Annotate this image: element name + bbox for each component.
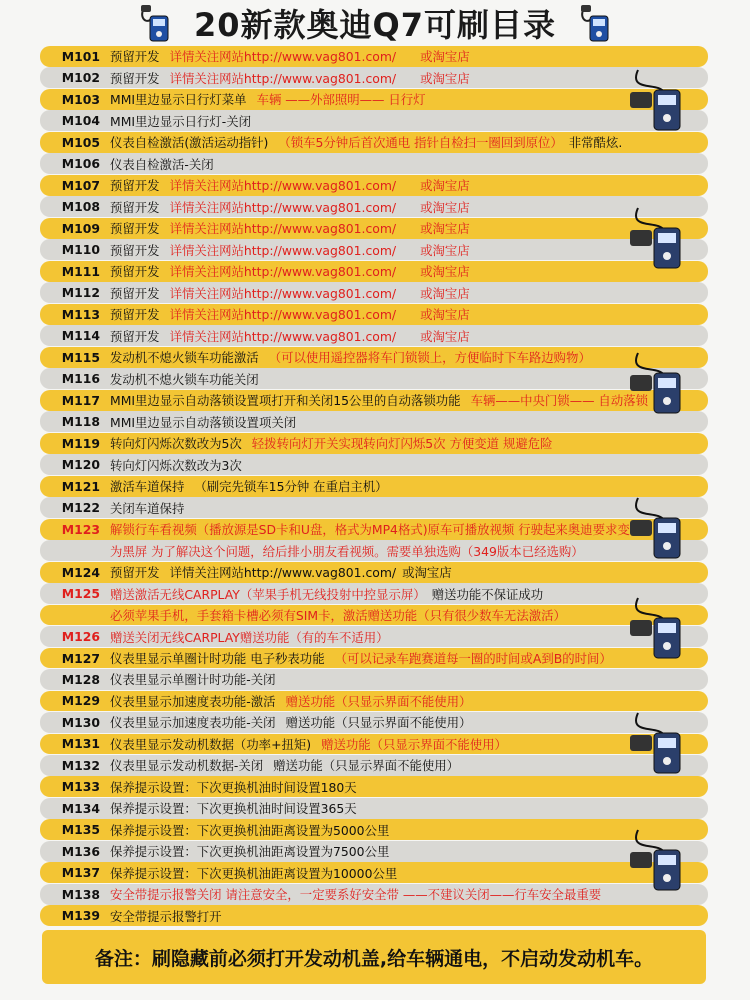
obd-scanner-icon <box>628 590 682 670</box>
item-description: 预留开发 <box>110 70 160 86</box>
item-tail: 或淘宝店 <box>420 221 470 237</box>
item-code: M113 <box>61 306 100 322</box>
item-code: M116 <box>61 371 100 387</box>
header <box>0 0 750 46</box>
item-note: 轻拨转向灯开关实现转向灯闪烁5次 方便变道 规避危险 <box>251 436 553 452</box>
obd-scanner-icon <box>140 4 170 42</box>
item-code: M120 <box>61 457 100 473</box>
item-description: 转向灯闪烁次数改为5次 <box>110 436 242 452</box>
item-tail: 或淘宝店 <box>420 49 470 65</box>
item-description: 仪表里显示加速度表功能-激活 <box>110 693 276 709</box>
feature-list <box>40 46 708 927</box>
item-code: M133 <box>61 779 100 795</box>
item-code: M137 <box>61 865 100 881</box>
item-note: 详情关注网站http://www.vag801.com/ <box>169 307 397 323</box>
item-description: 安全带提示报警关闭 请注意安全，一定要系好安全带 ——不建议关闭——行车安全最重要 <box>110 887 602 903</box>
list-item <box>40 862 708 883</box>
list-item <box>40 132 708 153</box>
list-item <box>40 454 708 475</box>
item-code: M119 <box>61 435 100 451</box>
list-item <box>40 347 708 368</box>
list-item <box>40 669 708 690</box>
item-description: 保养提示设置：下次更换机油距离设置为7500公里 <box>110 844 390 860</box>
item-description: 预留开发 <box>110 49 160 65</box>
item-description: 保养提示设置：下次更换机油距离设置为10000公里 <box>110 865 398 881</box>
item-code: M102 <box>61 70 100 86</box>
obd-scanner-icon <box>628 705 682 785</box>
obd-scanner-icon <box>628 200 682 280</box>
item-tail: 或淘宝店 <box>402 565 452 581</box>
item-note: 车辆——中央门锁—— 自动落锁 <box>470 393 648 409</box>
item-tail: 或淘宝店 <box>420 178 470 194</box>
list-item <box>40 304 708 325</box>
item-tail: 赠送功能不保证成功 <box>431 586 544 602</box>
list-item <box>40 519 708 540</box>
item-code: M105 <box>61 134 100 150</box>
item-code: M108 <box>61 199 100 215</box>
list-item <box>40 776 708 797</box>
item-description: 保养提示设置：下次更换机油时间设置365天 <box>110 801 357 817</box>
list-item <box>40 433 708 454</box>
item-note: 详情关注网站http://www.vag801.com/ <box>169 221 397 237</box>
item-code: M130 <box>61 714 100 730</box>
item-note: 详情关注网站http://www.vag801.com/ <box>169 328 397 344</box>
item-code: M134 <box>61 800 100 816</box>
item-description: 预留开发 <box>110 565 160 581</box>
item-tail: 或淘宝店 <box>420 307 470 323</box>
list-item <box>40 153 708 174</box>
item-description: 预留开发 <box>110 285 160 301</box>
item-code: M123 <box>61 521 100 537</box>
obd-scanner-icon <box>580 4 610 42</box>
item-description: 安全带提示报警打开 <box>110 908 222 924</box>
item-description: 激活车道保持 <box>110 479 185 495</box>
list-item <box>40 89 708 110</box>
item-description: MMI里边显示自动落锁设置项打开和关闭15公里的自动落锁功能 <box>110 393 461 409</box>
obd-scanner-icon <box>628 490 682 570</box>
item-note: 详情关注网站http://www.vag801.com/ <box>169 70 397 86</box>
item-tail: 或淘宝店 <box>420 70 470 86</box>
item-description: 仪表里显示发动机数据-关闭 <box>110 758 264 774</box>
item-description: 仪表自检激活-关闭 <box>110 156 214 172</box>
item-code: M132 <box>61 757 100 773</box>
item-description: 仪表里显示单圈计时功能 电子秒表功能 <box>110 651 325 666</box>
item-code: M106 <box>61 156 100 172</box>
item-description: 预留开发 <box>110 178 160 194</box>
item-description: 赠送关闭无线CARPLAY赠送功能（有的车不适用） <box>110 629 389 645</box>
item-description: 预留开发 <box>110 221 160 237</box>
item-description: 仪表里显示发动机数据（功率+扭矩) <box>110 736 312 752</box>
item-code: M138 <box>61 886 100 902</box>
item-note: 车辆 ——外部照明—— 日行灯 <box>256 92 426 108</box>
item-description: MMI里边显示日行灯菜单 <box>110 92 247 108</box>
item-code: M129 <box>61 693 100 709</box>
item-note: （锁车5分钟后首次通电 指针自检扫一圈回到原位） <box>278 135 563 151</box>
item-note: 赠送功能（只显示界面不能使用） <box>285 715 472 731</box>
list-item <box>40 196 708 217</box>
list-item <box>40 562 708 583</box>
remark-label: 备注： <box>94 947 152 970</box>
list-item <box>40 390 708 411</box>
list-item <box>40 476 708 497</box>
item-description: 必须苹果手机，手套箱卡槽必须有SIM卡，激活赠送功能（只有很少数车无法激活） <box>110 608 566 624</box>
list-item <box>40 218 708 239</box>
list-item <box>40 605 708 626</box>
item-code: M114 <box>61 328 100 344</box>
item-description: 预留开发 <box>110 307 160 323</box>
item-code: M115 <box>61 349 100 365</box>
list-item <box>40 626 708 647</box>
list-item <box>40 819 708 840</box>
item-tail: 非常酷炫. <box>568 135 623 151</box>
item-code: M136 <box>61 843 100 859</box>
list-item <box>40 411 708 432</box>
item-code: M139 <box>61 908 100 924</box>
item-description: 发动机不熄火锁车功能关闭 <box>110 371 259 387</box>
item-tail: 或淘宝店 <box>420 285 470 301</box>
item-code: M101 <box>61 48 100 64</box>
item-tail: 或淘宝店 <box>420 264 470 280</box>
item-note: 赠送功能（只显示界面不能使用） <box>273 758 460 774</box>
list-item <box>40 884 708 905</box>
item-code: M131 <box>61 736 100 752</box>
item-code: M122 <box>61 500 100 516</box>
item-description: 关闭车道保持 <box>110 500 185 516</box>
item-note: （可以记录车跑赛道每一圈的时间或A到B的时间） <box>334 651 612 666</box>
item-code: M117 <box>61 392 100 408</box>
list-item <box>40 239 708 260</box>
item-note: 详情关注网站http://www.vag801.com/ <box>169 199 397 215</box>
list-item <box>40 755 708 776</box>
item-code: M124 <box>61 564 100 580</box>
list-item <box>40 67 708 88</box>
list-item <box>40 905 708 926</box>
item-description: 为黑屏 为了解决这个问题，给后排小朋友看视频。需要单独选购（349版本已经选购） <box>110 543 584 559</box>
item-note: 详情关注网站http://www.vag801.com/ <box>169 49 397 65</box>
list-item <box>40 734 708 755</box>
item-note: 详情关注网站http://www.vag801.com/ <box>169 285 397 301</box>
list-item <box>40 368 708 389</box>
list-item <box>40 282 708 303</box>
item-code: M118 <box>61 414 100 430</box>
item-description: 赠送激活无线CARPLAY（苹果手机无线投射中控显示屏） <box>110 586 426 602</box>
item-code: M125 <box>61 586 100 602</box>
list-item <box>40 691 708 712</box>
item-description: 预留开发 <box>110 199 160 215</box>
item-description: 发动机不熄火锁车功能激活 <box>110 350 259 366</box>
item-description: 转向灯闪烁次数改为3次 <box>110 457 242 473</box>
list-item <box>40 712 708 733</box>
page-title: 20新款奥迪Q7可刷目录 <box>193 6 556 44</box>
list-item <box>40 261 708 282</box>
item-note: （可以使用遥控器将车门锁锁上，方便临时下车路边购物） <box>268 350 591 366</box>
item-note: 详情关注网站http://www.vag801.com/ <box>169 264 397 280</box>
item-description: 预留开发 <box>110 328 160 344</box>
list-item <box>40 841 708 862</box>
list-item <box>40 110 708 131</box>
item-description: 预留开发 <box>110 242 160 258</box>
item-code: M127 <box>61 650 100 666</box>
item-description: 保养提示设置：下次更换机油距离设置为5000公里 <box>110 822 390 838</box>
list-item <box>40 325 708 346</box>
item-tail: 或淘宝店 <box>420 199 470 215</box>
item-description: 仪表里显示单圈计时功能-关闭 <box>110 672 276 688</box>
item-note: 赠送功能（只显示界面不能使用） <box>285 693 472 709</box>
item-code: M103 <box>61 91 100 107</box>
item-code: M112 <box>61 285 100 301</box>
item-description: 仪表里显示加速度表功能-关闭 <box>110 715 276 731</box>
item-code: M128 <box>61 671 100 687</box>
item-tail: 或淘宝店 <box>420 242 470 258</box>
item-code: M110 <box>61 242 100 258</box>
item-code: M104 <box>61 113 100 129</box>
item-tail: 或淘宝店 <box>420 328 470 344</box>
item-description: 解锁行车看视频（播放源是SD卡和U盘，格式为MP4格式)原车可播放视频 行驶起来奥迪要求变 <box>110 522 630 538</box>
obd-scanner-icon <box>628 345 682 425</box>
item-note: 赠送功能（只显示界面不能使用） <box>321 736 507 752</box>
list-item <box>40 798 708 819</box>
list-item <box>40 583 708 604</box>
item-note: （刷完先锁车15分钟 在重启主机） <box>194 479 388 495</box>
item-description: 仪表自检激活(激活运动指针) <box>110 135 269 151</box>
item-note: 详情关注网站http://www.vag801.com/ <box>169 242 397 258</box>
list-item <box>40 540 708 561</box>
remark-banner <box>42 930 706 984</box>
item-code: M121 <box>61 478 100 494</box>
item-description: MMI里边显示日行灯-关闭 <box>110 113 252 129</box>
obd-scanner-icon <box>628 62 682 142</box>
list-item <box>40 46 708 67</box>
item-note: 详情关注网站http://www.vag801.com/ <box>169 565 397 581</box>
item-code: M107 <box>61 177 100 193</box>
item-code: M109 <box>61 220 100 236</box>
remark-text: 刷隐藏前必须打开发动机盖,给车辆通电，不启动发动机车。 <box>151 947 654 970</box>
list-item <box>40 175 708 196</box>
item-note: 详情关注网站http://www.vag801.com/ <box>169 178 397 194</box>
list-item <box>40 648 708 669</box>
item-code: M126 <box>61 629 100 645</box>
obd-scanner-icon <box>628 822 682 902</box>
item-description: 保养提示设置：下次更换机油时间设置180天 <box>110 779 357 795</box>
list-item <box>40 497 708 518</box>
item-code: M135 <box>61 822 100 838</box>
item-description: 预留开发 <box>110 264 160 280</box>
item-code: M111 <box>61 263 100 279</box>
item-description: MMI里边显示自动落锁设置项关闭 <box>110 414 297 430</box>
